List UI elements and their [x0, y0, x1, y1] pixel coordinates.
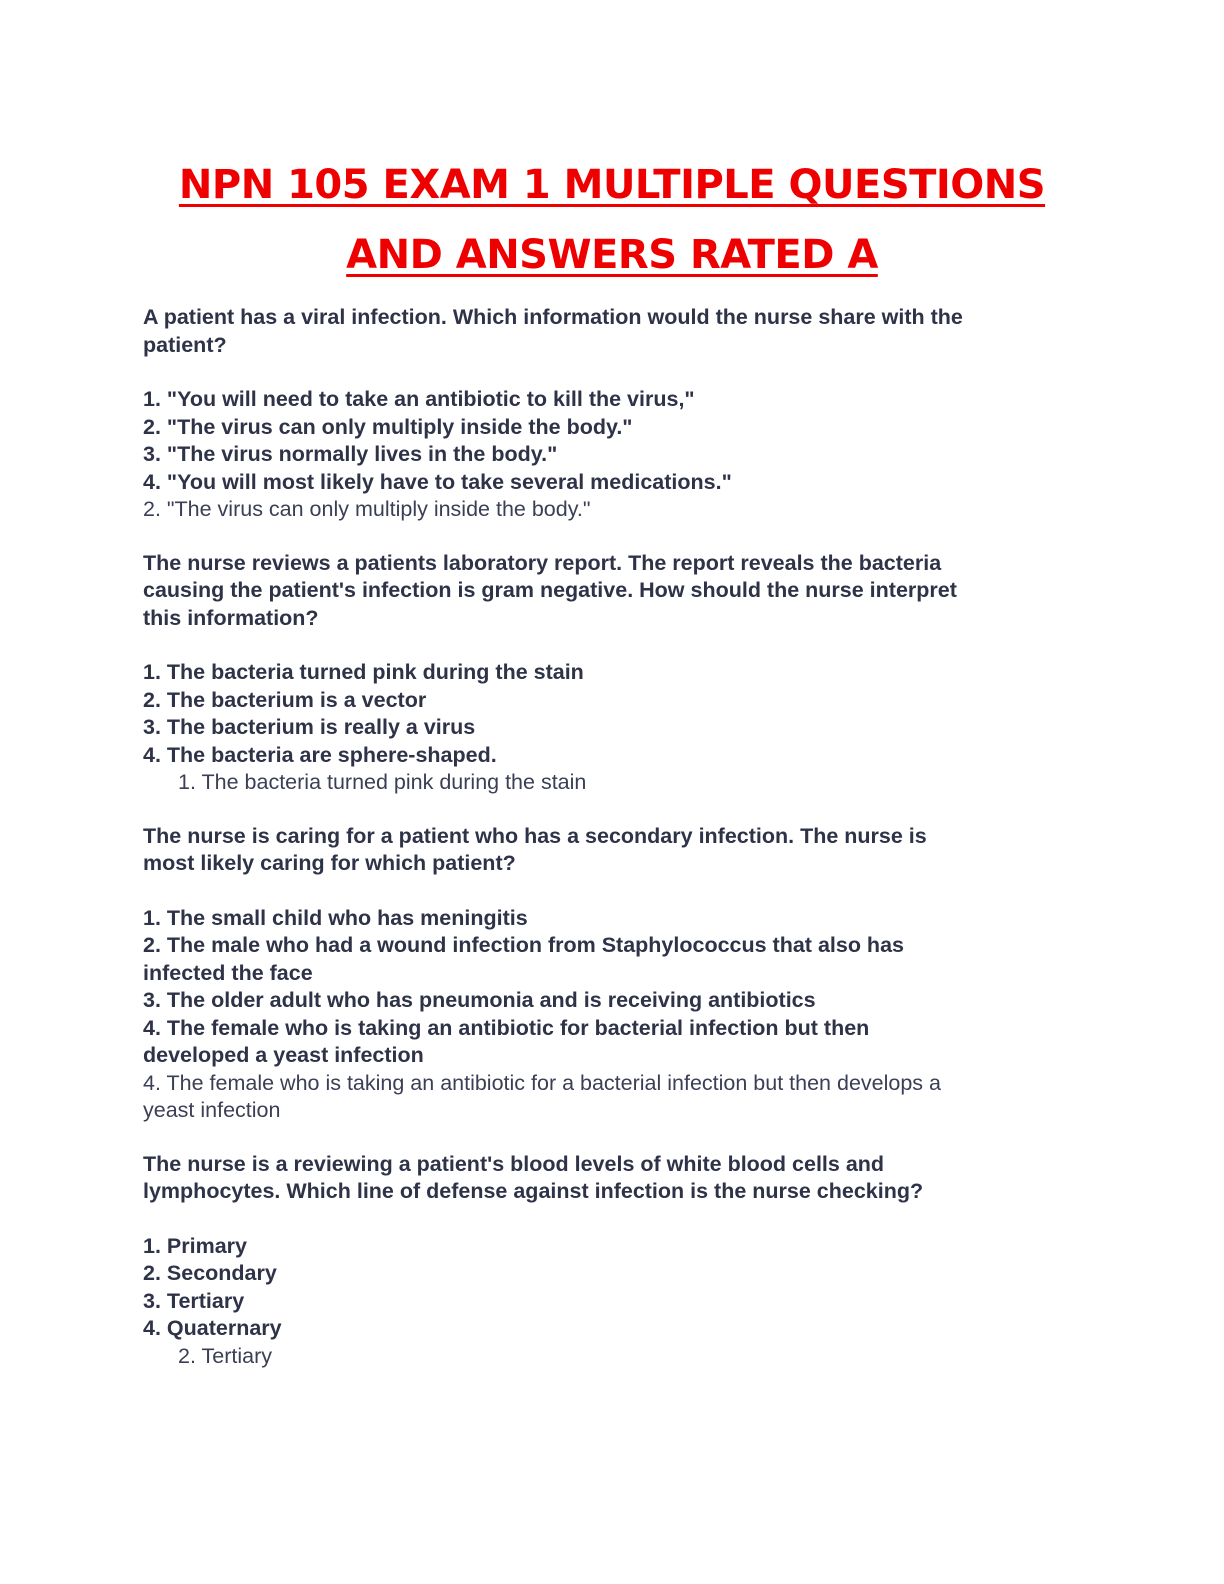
question-2-option-1: 1. The bacteria turned pink during the stain	[143, 660, 584, 684]
title-line-2: AND ANSWERS RATED A	[346, 232, 878, 278]
question-1-option-4: 4. "You will most likely have to take several medications."	[143, 469, 732, 494]
question-4-stem-line-2: lymphocytes. Which line of defense against infection is the nurse checking?	[143, 1179, 924, 1203]
question-3-option-4: 4. The female who is taking an antibiotic for bacterial infection but then	[143, 1015, 870, 1040]
question-3-option-2: 2. The male who had a wound infection from Staphylococcus that also has	[143, 933, 904, 957]
question-3	[143, 823, 1103, 1125]
question-1-option-2: 2. "The virus can only multiply inside the body."	[143, 414, 633, 439]
title-line-1: NPN 105 EXAM 1 MULTIPLE QUESTIONS	[178, 162, 1046, 208]
question-3-answer-line-1: 4. The female who is taking an antibiotic for a bacterial infection but then develops a	[143, 1070, 941, 1095]
question-3-option-4-cont: developed a yeast infection	[143, 1043, 424, 1067]
question-1-stem-line-1: A patient has a viral infection. Which information would the nurse share with the	[143, 305, 963, 329]
question-3-stem-line-2: most likely caring for which patient?	[143, 851, 516, 875]
question-2-stem-line-2: causing the patient's infection is gram negative. How should the nurse interpret	[143, 578, 957, 602]
question-3-option-3: 3. The older adult who has pneumonia and is receiving antibiotics	[143, 988, 816, 1012]
question-3-option-1: 1. The small child who has meningitis	[143, 905, 528, 930]
question-2-stem-line-3: this information?	[143, 605, 319, 630]
question-4-option-1: 1. Primary	[143, 1233, 247, 1258]
spacer	[143, 359, 1103, 386]
document-title	[100, 150, 1124, 290]
question-list	[143, 304, 1103, 1396]
question-3-stem-line-1: The nurse is caring for a patient who has a secondary infection. The nurse is	[143, 823, 927, 848]
question-2-option-2: 2. The bacterium is a vector	[143, 687, 427, 712]
question-4-stem-line-1: The nurse is a reviewing a patient's blood levels of white blood cells and	[143, 1151, 885, 1176]
question-1-option-3: 3. "The virus normally lives in the body."	[143, 442, 558, 466]
question-2-option-4: 4. The bacteria are sphere-shaped.	[143, 742, 497, 767]
question-3-answer-line-2: yeast infection	[143, 1098, 281, 1122]
spacer	[143, 632, 1103, 659]
question-1-stem-line-2: patient?	[143, 332, 227, 357]
question-2	[143, 550, 1103, 797]
question-2-option-3: 3. The bacterium is really a virus	[143, 715, 476, 739]
question-4-option-3: 3. Tertiary	[143, 1288, 245, 1313]
question-4-option-2: 2. Secondary	[143, 1261, 277, 1285]
question-4	[143, 1151, 1103, 1371]
question-4-option-4: 4. Quaternary	[143, 1316, 282, 1340]
question-1-answer: 2. "The virus can only multiply inside the body."	[143, 497, 591, 521]
question-2-answer: 1. The bacteria turned pink during the stain	[178, 770, 587, 794]
spacer	[143, 878, 1103, 905]
question-1-option-1: 1. "You will need to take an antibiotic to kill the virus,"	[143, 387, 695, 411]
spacer	[143, 1206, 1103, 1233]
question-1	[143, 304, 1103, 524]
question-3-option-2-cont: infected the face	[143, 960, 313, 985]
question-4-answer: 2. Tertiary	[178, 1343, 272, 1368]
question-2-stem-line-1: The nurse reviews a patients laboratory report. The report reveals the bacteria	[143, 550, 942, 575]
